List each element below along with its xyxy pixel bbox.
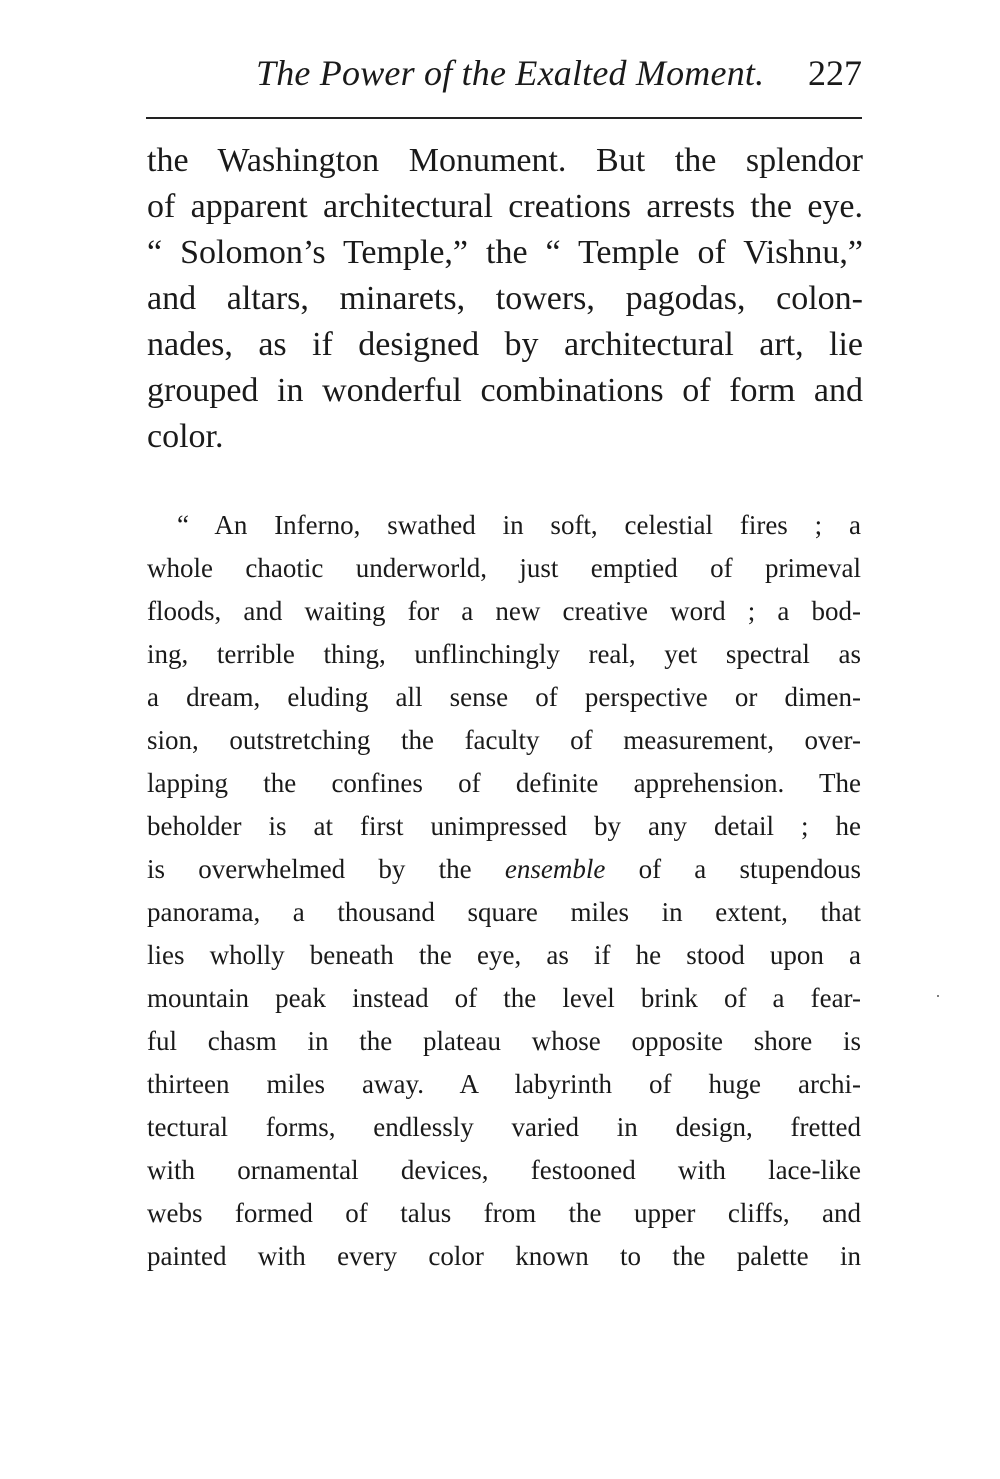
running-title: The Power of the Exalted Moment. (256, 53, 765, 93)
text-line: whole chaotic underworld, just emptied of primeval (147, 553, 861, 583)
text-line: tectural forms, endlessly varied in design, fretted (147, 1112, 861, 1142)
text-line: panorama, a thousand square miles in extent, that (147, 897, 861, 927)
paper-speck (937, 995, 939, 997)
text-line: floods, and waiting for a new creative word ; a bod- (147, 596, 861, 626)
text-line: “ An Inferno, swathed in soft, celestial fires ; a (177, 510, 861, 540)
header-rule (146, 117, 862, 119)
text-line: and altars, minarets, towers, pagodas, colon- (147, 280, 863, 317)
text-line: the Washington Monument. But the splendor (147, 142, 863, 179)
italic-term: ensemble (504, 854, 606, 884)
text-line: webs formed of talus from the upper cliffs, and (147, 1198, 861, 1228)
text-line: thirteen miles away. A labyrinth of huge archi- (147, 1069, 861, 1099)
page-number: 227 (808, 53, 862, 93)
text-line: ful chasm in the plateau whose opposite shore is (147, 1026, 861, 1056)
running-head (148, 52, 862, 102)
text-line: painted with every color known to the palette in (147, 1241, 861, 1271)
text-line: sion, outstretching the faculty of measurement, over- (147, 725, 861, 755)
text-line: ing, terrible thing, unflinchingly real, yet spectral as (147, 639, 861, 669)
text-line: mountain peak instead of the level brink of a fear- (147, 983, 861, 1013)
text-line (147, 848, 861, 891)
text-line: of apparent architectural creations arrests the eye. (147, 188, 863, 225)
text-line: with ornamental devices, festooned with lace-like (147, 1155, 861, 1185)
text-line: beholder is at first unimpressed by any detail ; he (147, 811, 861, 841)
text-segment: of a stupendous (638, 854, 861, 884)
text-segment: is overwhelmed by the (147, 854, 472, 884)
text-line: lies wholly beneath the eye, as if he stood upon a (147, 940, 861, 970)
text-line: grouped in wonderful combinations of form and (147, 372, 863, 409)
paragraph-2 (147, 504, 861, 1278)
text-line: nades, as if designed by architectural art, lie (147, 326, 863, 363)
text-line: color. (147, 418, 224, 455)
paragraph-1 (147, 138, 863, 460)
text-line: “ Solomon’s Temple,” the “ Temple of Vishnu,” (147, 234, 863, 271)
text-line: lapping the confines of definite apprehension. The (147, 768, 861, 798)
text-line: a dream, eluding all sense of perspective or dimen- (147, 682, 861, 712)
